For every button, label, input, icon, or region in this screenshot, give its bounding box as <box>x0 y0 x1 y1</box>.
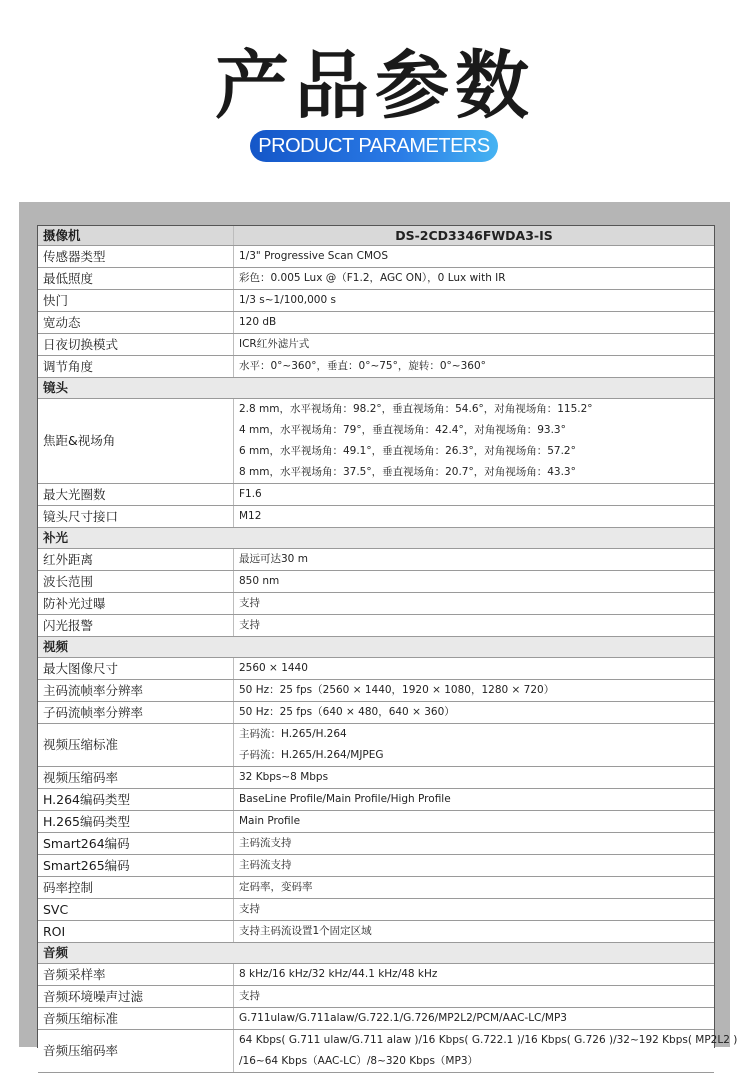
row-label: 红外距离 <box>38 549 234 571</box>
row-label: 防补光过曝 <box>38 593 234 615</box>
row-label: Smart264编码 <box>38 833 234 855</box>
row-label: 调节角度 <box>38 356 234 378</box>
table-row <box>38 921 714 943</box>
value-line: 主码流支持 <box>239 859 292 871</box>
table-row <box>38 334 714 356</box>
value-line: 50 Hz：25 fps（2560 × 1440，1920 × 1080，1280 × 720） <box>239 684 555 696</box>
table-row <box>38 290 714 312</box>
table-row <box>38 399 714 484</box>
row-label: 码率控制 <box>38 877 234 899</box>
section-title: 视频 <box>38 637 714 658</box>
row-value <box>234 680 715 702</box>
table-row <box>38 680 714 702</box>
row-value <box>234 702 715 724</box>
table-row <box>38 312 714 334</box>
value-line: 2.8 mm，水平视场角：98.2°，垂直视场角：54.6°，对角视场角：115.2° <box>239 403 593 415</box>
row-label: 闪光报警 <box>38 615 234 637</box>
row-label: 主码流帧率分辨率 <box>38 680 234 702</box>
value-line: 定码率，变码率 <box>239 881 313 893</box>
value-line: 8 mm，水平视场角：37.5°，垂直视场角：20.7°，对角视场角：43.3° <box>239 466 576 478</box>
row-label: H.264编码类型 <box>38 789 234 811</box>
value-line: 2560 × 1440 <box>239 662 308 674</box>
row-value <box>234 506 715 528</box>
row-value <box>234 290 715 312</box>
table-row <box>38 506 714 528</box>
row-label: 传感器类型 <box>38 246 234 268</box>
row-label: 波长范围 <box>38 571 234 593</box>
value-line: Main Profile <box>239 815 301 827</box>
row-label: 日夜切换模式 <box>38 334 234 356</box>
table-row <box>38 724 714 767</box>
value-line: 4 mm，水平视场角：79°，垂直视场角：42.4°，对角视场角：93.3° <box>239 424 566 436</box>
value-line: /16~64 Kbps（AAC-LC）/8~320 Kbps（MP3） <box>239 1055 479 1067</box>
table-row <box>38 1030 714 1073</box>
table-row <box>38 571 714 593</box>
row-label: 子码流帧率分辨率 <box>38 702 234 724</box>
value-line: ICR红外滤片式 <box>239 338 310 350</box>
section-title: 音频 <box>38 943 714 964</box>
value-line: 64 Kbps( G.711 ulaw/G.711 alaw )/16 Kbps( G.722.1 )/16 Kbps( G.726 )/32~192 Kbps( MP2L2 ) <box>239 1034 738 1046</box>
section-title: 镜头 <box>38 378 714 399</box>
row-label: ROI <box>38 921 234 943</box>
row-value <box>234 356 715 378</box>
table-row <box>38 964 714 986</box>
value-line: 支持 <box>239 990 260 1002</box>
value-line: 50 Hz：25 fps（640 × 480，640 × 360） <box>239 706 455 718</box>
row-label: 最低照度 <box>38 268 234 290</box>
row-value <box>234 964 715 986</box>
value-line: 支持 <box>239 597 260 609</box>
table-row <box>38 484 714 506</box>
row-value <box>234 484 715 506</box>
table-row <box>38 899 714 921</box>
row-value <box>234 549 715 571</box>
value-line: 支持主码流设置1个固定区域 <box>239 925 372 937</box>
row-value <box>234 334 715 356</box>
row-value <box>234 593 715 615</box>
table-row <box>38 986 714 1008</box>
model-name: DS-2CD3346FWDA3-IS <box>234 226 715 246</box>
value-line: G.711ulaw/G.711alaw/G.722.1/G.726/MP2L2/PCM/AAC-LC/MP3 <box>239 1012 567 1024</box>
row-label: 焦距&视场角 <box>38 399 234 484</box>
table-row <box>38 658 714 680</box>
table-row <box>38 549 714 571</box>
value-line: 彩色：0.005 Lux @（F1.2，AGC ON），0 Lux with IR <box>239 272 506 284</box>
table-row <box>38 615 714 637</box>
table-row <box>38 702 714 724</box>
table-row <box>38 877 714 899</box>
section-row <box>38 528 714 549</box>
value-line: 主码流：H.265/H.264 <box>239 728 347 740</box>
subtitle-badge: PRODUCT PARAMETERS <box>250 130 498 162</box>
row-label: H.265编码类型 <box>38 811 234 833</box>
row-label: 视频压缩标准 <box>38 724 234 767</box>
row-value <box>234 1008 715 1030</box>
value-line: 120 dB <box>239 316 277 328</box>
section-row <box>38 943 714 964</box>
table-row <box>38 811 714 833</box>
header-label: 摄像机 <box>38 226 234 246</box>
table-row <box>38 1008 714 1030</box>
row-label: 最大图像尺寸 <box>38 658 234 680</box>
table-row <box>38 593 714 615</box>
row-value <box>234 767 715 789</box>
row-label: SVC <box>38 899 234 921</box>
section-title: 补光 <box>38 528 714 549</box>
row-label: 镜头尺寸接口 <box>38 506 234 528</box>
row-value <box>234 899 715 921</box>
row-value <box>234 571 715 593</box>
section-row <box>38 637 714 658</box>
row-value <box>234 986 715 1008</box>
row-value <box>234 921 715 943</box>
row-value <box>234 399 715 484</box>
row-value <box>234 658 715 680</box>
value-line: 8 kHz/16 kHz/32 kHz/44.1 kHz/48 kHz <box>239 968 438 980</box>
row-label: 最大光圈数 <box>38 484 234 506</box>
row-value <box>234 855 715 877</box>
table-header-row <box>38 226 714 246</box>
section-row <box>38 378 714 399</box>
row-label: 音频环境噪声过滤 <box>38 986 234 1008</box>
row-value <box>234 877 715 899</box>
value-line: 水平：0°~360°，垂直：0°~75°，旋转：0°~360° <box>239 360 486 372</box>
value-line: 850 nm <box>239 575 280 587</box>
value-line: BaseLine Profile/Main Profile/High Profile <box>239 793 451 805</box>
page-title: 产品参数 <box>215 43 535 129</box>
value-line: 支持 <box>239 619 260 631</box>
row-label: Smart265编码 <box>38 855 234 877</box>
table-row <box>38 833 714 855</box>
row-value <box>234 1030 738 1073</box>
table-row <box>38 789 714 811</box>
table-row <box>38 767 714 789</box>
row-label: 视频压缩码率 <box>38 767 234 789</box>
row-value <box>234 811 715 833</box>
row-value <box>234 833 715 855</box>
row-value <box>234 615 715 637</box>
value-line: 子码流：H.265/H.264/MJPEG <box>239 749 384 761</box>
value-line: 支持 <box>239 903 260 915</box>
value-line: 最远可达30 m <box>239 553 308 565</box>
row-value <box>234 268 715 290</box>
row-label: 音频压缩标准 <box>38 1008 234 1030</box>
row-value <box>234 789 715 811</box>
value-line: 6 mm，水平视场角：49.1°，垂直视场角：26.3°，对角视场角：57.2° <box>239 445 576 457</box>
table-row <box>38 246 714 268</box>
row-label: 音频采样率 <box>38 964 234 986</box>
table-row <box>38 356 714 378</box>
value-line: M12 <box>239 510 262 522</box>
table-row <box>38 268 714 290</box>
table-row <box>38 855 714 877</box>
value-line: 主码流支持 <box>239 837 292 849</box>
spec-table-container <box>37 225 738 1067</box>
row-label: 快门 <box>38 290 234 312</box>
spec-table <box>38 226 738 1073</box>
row-value <box>234 312 715 334</box>
row-value <box>234 724 715 767</box>
row-label: 宽动态 <box>38 312 234 334</box>
value-line: 1/3 s~1/100,000 s <box>239 294 336 306</box>
value-line: 32 Kbps~8 Mbps <box>239 771 329 783</box>
value-line: 1/3" Progressive Scan CMOS <box>239 250 388 262</box>
row-label: 音频压缩码率 <box>38 1030 234 1073</box>
value-line: F1.6 <box>239 488 262 500</box>
row-value <box>234 246 715 268</box>
